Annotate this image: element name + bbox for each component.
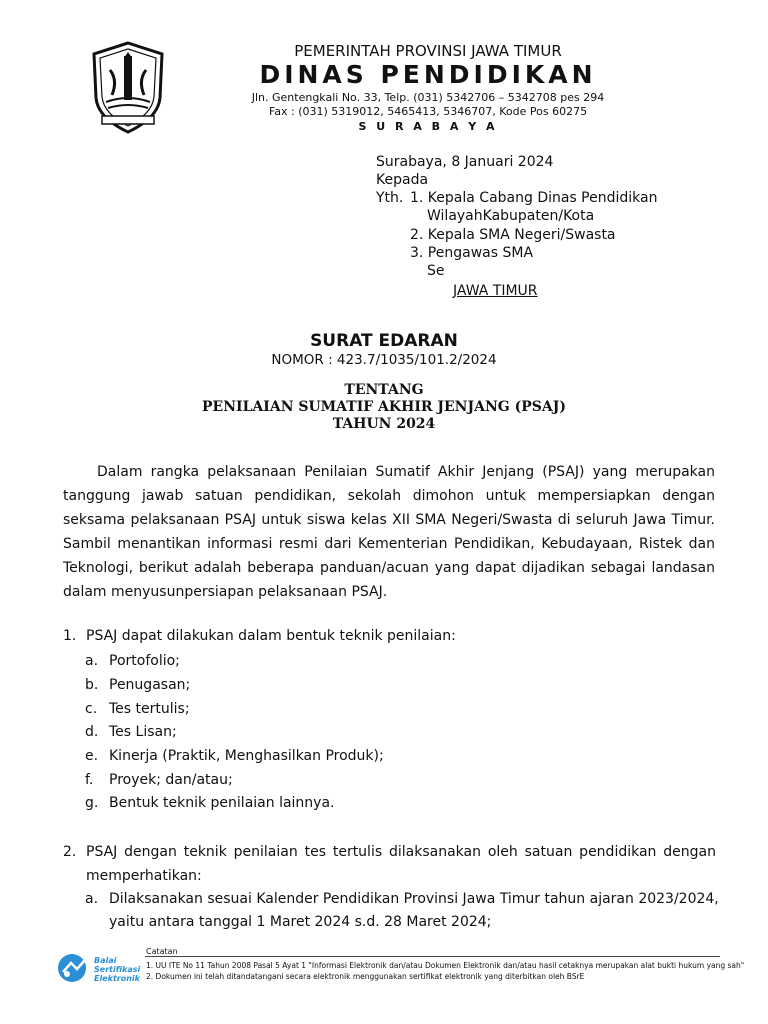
point-2a-text: Dilaksanakan sesuai Kalender Pendidikan Provinsi Jawa Timur tahun ajaran 2023/2024, xyxy=(109,891,719,907)
point-1-text: PSAJ dapat dilakukan dalam bentuk teknik penilaian: xyxy=(86,628,456,644)
bsre-line-1: Balai xyxy=(94,956,117,965)
recipient-2: 2. Kepala SMA Negeri/Swasta xyxy=(410,227,616,243)
list-item-letter: c. xyxy=(85,701,98,717)
list-item: Tes tertulis; xyxy=(109,701,190,717)
footer-catatan: Catatan xyxy=(146,947,178,956)
list-item-letter: a. xyxy=(85,653,99,669)
list-item-letter: b. xyxy=(85,677,99,693)
list-item-letter: e. xyxy=(85,748,99,764)
list-item-letter: g. xyxy=(85,795,99,811)
footer-divider xyxy=(145,956,720,957)
list-item: Portofolio; xyxy=(109,653,180,669)
agency-title: DINAS PENDIDIKAN xyxy=(259,60,597,89)
se-label: Se xyxy=(427,263,445,279)
letter-date: Surabaya, 8 Januari 2024 xyxy=(376,154,554,170)
point-2a-text-cont: yaitu antara tanggal 1 Maret 2024 s.d. 28 Maret 2024; xyxy=(109,914,492,930)
point-2a-letter: a. xyxy=(85,891,99,907)
letter-subject: PENILAIAN SUMATIF AKHIR JENJANG (PSAJ) xyxy=(202,399,566,415)
point-2-text-cont: memperhatikan: xyxy=(86,868,202,884)
bsre-line-3: Elektronik xyxy=(94,974,140,983)
letter-number: NOMOR : 423.7/1035/101.2/2024 xyxy=(271,352,497,368)
list-item: Tes Lisan; xyxy=(109,724,177,740)
city-name: S U R A B A Y A xyxy=(358,120,498,133)
bsre-logo-icon xyxy=(55,952,93,984)
intro-paragraph: Dalam rangka pelaksanaan Penilaian Sumatif Akhir Jenjang (PSAJ) yang merupakan tanggung jawab satuan pendidikan, sekolah dimohon untuk mempersiapkan dengan seksama pelaksanaan PSAJ untuk siswa kelas XII SMA Negeri/Swasta di seluruh Jawa Timur. Sambil menantikan informasi resmi dari Kementerian Pendidikan, Kebudayaan, Ristek dan Teknologi, berikut adalah beberapa panduan/acuan yang dapat dijadikan sebagai landasan dalam menyusunpersiapan pelaksanaan PSAJ. xyxy=(63,464,715,600)
point-2-text: PSAJ dengan teknik penilaian tes tertulis dilaksanakan oleh satuan pendidikan dengan xyxy=(86,844,716,860)
list-item: Proyek; dan/atau; xyxy=(109,772,233,788)
footer-note-2: 2. Dokumen ini telah ditandatangani secara elektronik menggunakan sertifikat elektronik yang diterbitkan oleh BSrE xyxy=(146,972,585,981)
letter-title: SURAT EDARAN xyxy=(310,331,458,351)
list-item: Penugasan; xyxy=(109,677,191,693)
footer-note-1: 1. UU ITE No 11 Tahun 2008 Pasal 5 Ayat 1 "Informasi Elektronik dan/atau Dokumen Elektronik dan/atau hasil cetaknya merupakan alat bukti hukum yang sah" xyxy=(146,961,745,970)
address-line-1: Jln. Gentengkali No. 33, Telp. (031) 5342706 – 5342708 pes 294 xyxy=(251,91,605,104)
list-item: Kinerja (Praktik, Menghasilkan Produk); xyxy=(109,748,384,764)
list-item-letter: f. xyxy=(85,772,94,788)
recipient-3: 3. Pengawas SMA xyxy=(410,245,534,261)
tentang-label: TENTANG xyxy=(344,382,424,398)
yth-label: Yth. xyxy=(376,190,404,206)
address-line-2: Fax : (031) 5319012, 5465413, 5346707, Kode Pos 60275 xyxy=(268,105,588,118)
recipient-1: 1. Kepala Cabang Dinas Pendidikan xyxy=(410,190,658,206)
kepada-label: Kepada xyxy=(376,172,429,188)
list-item-letter: d. xyxy=(85,724,99,740)
recipient-1-cont: WilayahKabupaten/Kota xyxy=(427,208,595,224)
government-name: PEMERINTAH PROVINSI JAWA TIMUR xyxy=(294,42,562,60)
point-1-number: 1. xyxy=(63,628,77,644)
bsre-label xyxy=(94,956,140,983)
bsre-line-2: Sertifikasi xyxy=(94,965,141,974)
list-item: Bentuk teknik penilaian lainnya. xyxy=(109,795,335,811)
point-2-number: 2. xyxy=(63,844,77,860)
region-label: JAWA TIMUR xyxy=(453,283,538,299)
letter-year: TAHUN 2024 xyxy=(332,416,436,432)
